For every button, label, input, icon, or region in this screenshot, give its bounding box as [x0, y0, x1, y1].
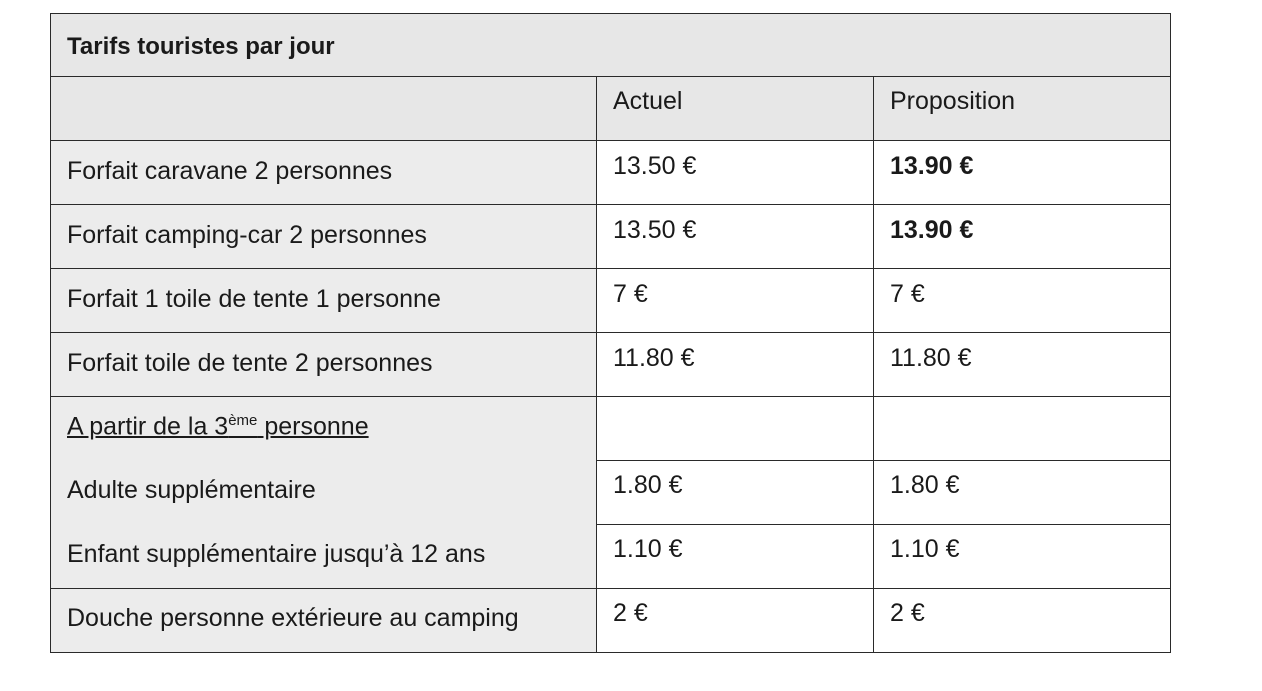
header-proposition-cell	[874, 77, 1171, 141]
row-proposition-cell	[874, 525, 1171, 589]
row-proposition-value: 1.10 €	[890, 535, 960, 563]
row-actuel-value: 13.50 €	[613, 216, 697, 244]
row-proposition-cell	[874, 589, 1171, 653]
section-header-superscript: ème	[228, 412, 258, 429]
row-label-cell	[51, 461, 597, 525]
row-proposition-value: 7 €	[890, 280, 925, 308]
table-row	[51, 205, 1171, 269]
row-label: Enfant supplémentaire jusqu’à 12 ans	[67, 539, 486, 568]
row-label-cell	[51, 525, 597, 589]
section-header-row	[51, 397, 1171, 461]
row-actuel-cell	[597, 269, 874, 333]
row-proposition-value: 2 €	[890, 599, 925, 627]
row-actuel-value: 11.80 €	[613, 344, 695, 372]
row-actuel-value: 1.10 €	[613, 535, 683, 563]
header-actuel: Actuel	[613, 87, 683, 115]
table-row	[51, 333, 1171, 397]
header-proposition: Proposition	[890, 87, 1016, 115]
row-label: Douche personne extérieure au camping	[67, 604, 519, 632]
row-proposition-cell	[874, 141, 1171, 205]
row-actuel-value: 2 €	[613, 599, 648, 627]
row-proposition-cell	[874, 205, 1171, 269]
row-label-cell	[51, 333, 597, 397]
header-empty	[51, 77, 596, 87]
row-proposition-value: 13.90 €	[890, 152, 974, 180]
row-label: Forfait camping-car 2 personnes	[67, 221, 427, 249]
row-actuel-cell	[597, 461, 874, 525]
row-actuel-cell	[597, 205, 874, 269]
table-row	[51, 269, 1171, 333]
table-row	[51, 461, 1171, 525]
section-header-cell	[51, 397, 597, 461]
row-actuel-cell	[597, 141, 874, 205]
row-proposition-cell	[874, 269, 1171, 333]
table-row	[51, 525, 1171, 589]
row-label-cell	[51, 269, 597, 333]
row-label: Forfait toile de tente 2 personnes	[67, 349, 433, 377]
tariff-table	[50, 13, 1171, 653]
row-proposition-cell	[874, 461, 1171, 525]
row-label-cell	[51, 589, 597, 653]
header-actuel-cell	[597, 77, 874, 141]
row-actuel-cell	[597, 333, 874, 397]
row-actuel-value: 7 €	[613, 280, 648, 308]
table-title-row	[51, 14, 1171, 77]
table-title: Tarifs touristes par jour	[67, 33, 335, 60]
section-empty-cell	[597, 397, 874, 461]
row-actuel-value: 13.50 €	[613, 152, 697, 180]
row-proposition-value: 11.80 €	[890, 344, 972, 372]
row-proposition-value: 1.80 €	[890, 471, 960, 499]
table-row	[51, 141, 1171, 205]
header-empty-cell	[51, 77, 597, 141]
section-header-prefix: A partir de la 3	[67, 412, 229, 441]
row-label-cell	[51, 141, 597, 205]
section-header	[51, 397, 596, 441]
row-actuel-value: 1.80 €	[613, 471, 683, 499]
row-actuel-cell	[597, 525, 874, 589]
section-empty-cell	[874, 397, 1171, 461]
row-actuel-cell	[597, 589, 874, 653]
row-label: Adulte supplémentaire	[67, 475, 316, 504]
table-title-cell	[51, 14, 1171, 77]
table-header-row	[51, 77, 1171, 141]
table-row	[51, 589, 1171, 653]
row-label-cell	[51, 205, 597, 269]
row-proposition-cell	[874, 333, 1171, 397]
row-label: Forfait caravane 2 personnes	[67, 157, 393, 185]
section-header-suffix: personne	[257, 412, 369, 441]
row-proposition-value: 13.90 €	[890, 216, 974, 244]
row-label: Forfait 1 toile de tente 1 personne	[67, 285, 441, 313]
